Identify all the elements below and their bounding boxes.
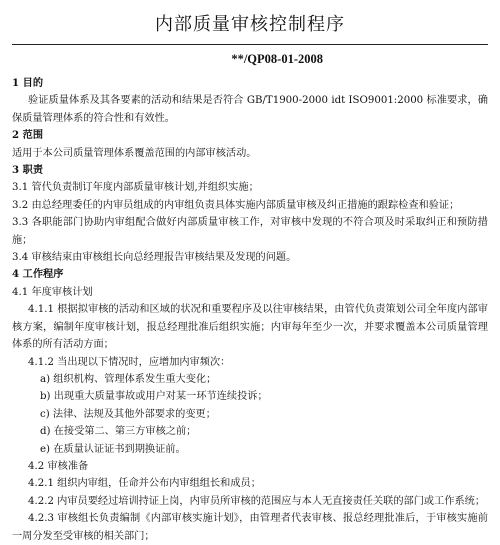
paragraph-s4-2-3: 4.2.3 审核组长负责编制《内部审核实施计划》，由管理者代表审核、报总经理批准后，于审核实施前一周分发至受审核的相关部门； <box>12 513 488 542</box>
paragraph-s4-2-1: 4.2.1 组织内审组，任命并公布内审组组长和成员； <box>28 478 261 490</box>
paragraph-s4-2: 4.2 审核准备 <box>28 460 89 472</box>
paragraph-s4-2-2: 4.2.2 内审员要经过培训持证上岗，内审员所审核的范围应与本人无直接责任关联的部门或工作系统； <box>28 495 486 507</box>
document-number: **/QP08-01-2008 <box>231 52 323 66</box>
paragraph-s3-1: 3.1 管代负责制订年度内部质量审核计划,并组织实施； <box>12 182 259 194</box>
paragraph-s4-head: 4 工作程序 <box>12 268 64 281</box>
paragraph-s2-head: 2 范围 <box>12 129 44 142</box>
paragraph-s4-1-2b: b) 出现重大质量事故或用户对某一环节连续投诉； <box>40 391 268 403</box>
paragraph-s4-1-1: 4.1.1 根据拟审核的活动和区域的状况和重要程序及以往审核结果，由管代负责策划公司全年度内部审核方案，编制年度审核计划，报总经理批准后组织实施；内审每年至少一次，并要求覆盖本公司质量管理体系的所有活动方面； <box>12 304 488 351</box>
paragraph-s3-4: 3.4 审核结束由审核组长向总经理报告审核结果及发现的问题。 <box>12 252 297 264</box>
document-title: 内部质量审核控制程序 <box>155 14 345 35</box>
title-divider <box>12 44 488 45</box>
paragraph-s4-1-2d: d) 在接受第二、第三方审核之前； <box>40 426 197 438</box>
paragraph-s4-1-2e: e) 在质量认证证书到期换证前。 <box>40 443 186 455</box>
document-body <box>12 75 488 545</box>
paragraph-s1-head: 1 目的 <box>12 77 44 89</box>
paragraph-s3-2: 3.2 由总经理委任的内审员组成的内审组负责具体实施内部质量审核及纠正措施的跟踪检查和验证； <box>12 199 460 211</box>
paragraph-s3-head: 3 职责 <box>12 164 44 177</box>
paragraph-s1-body: 验证质量体系及其各要素的活动和结果是否符合 GB/T1900-2000 idt ISO9001:2000 标准要求，确保质量管理体系的符合性和有效性。 <box>12 95 488 124</box>
paragraph-s4-1-2: 4.1.2 当出现以下情况时，应增加内审频次： <box>28 356 231 368</box>
paragraph-s3-3: 3.3 各职能部门协助内审组配合做好内部质量审核工作，对审核中发现的不符合项及时采取纠正和预防措施； <box>12 217 488 246</box>
paragraph-s4-1-2c: c) 法律、法规及其他外部要求的变更； <box>40 408 216 420</box>
paragraph-s4-1: 4.1 年度审核计划 <box>12 286 93 298</box>
paragraph-s4-1-2a: a) 组织机构、管理体系发生重大变化； <box>40 373 217 385</box>
paragraph-s2-body: 适用于本公司质量管理体系覆盖范围的内部审核活动。 <box>12 147 257 159</box>
